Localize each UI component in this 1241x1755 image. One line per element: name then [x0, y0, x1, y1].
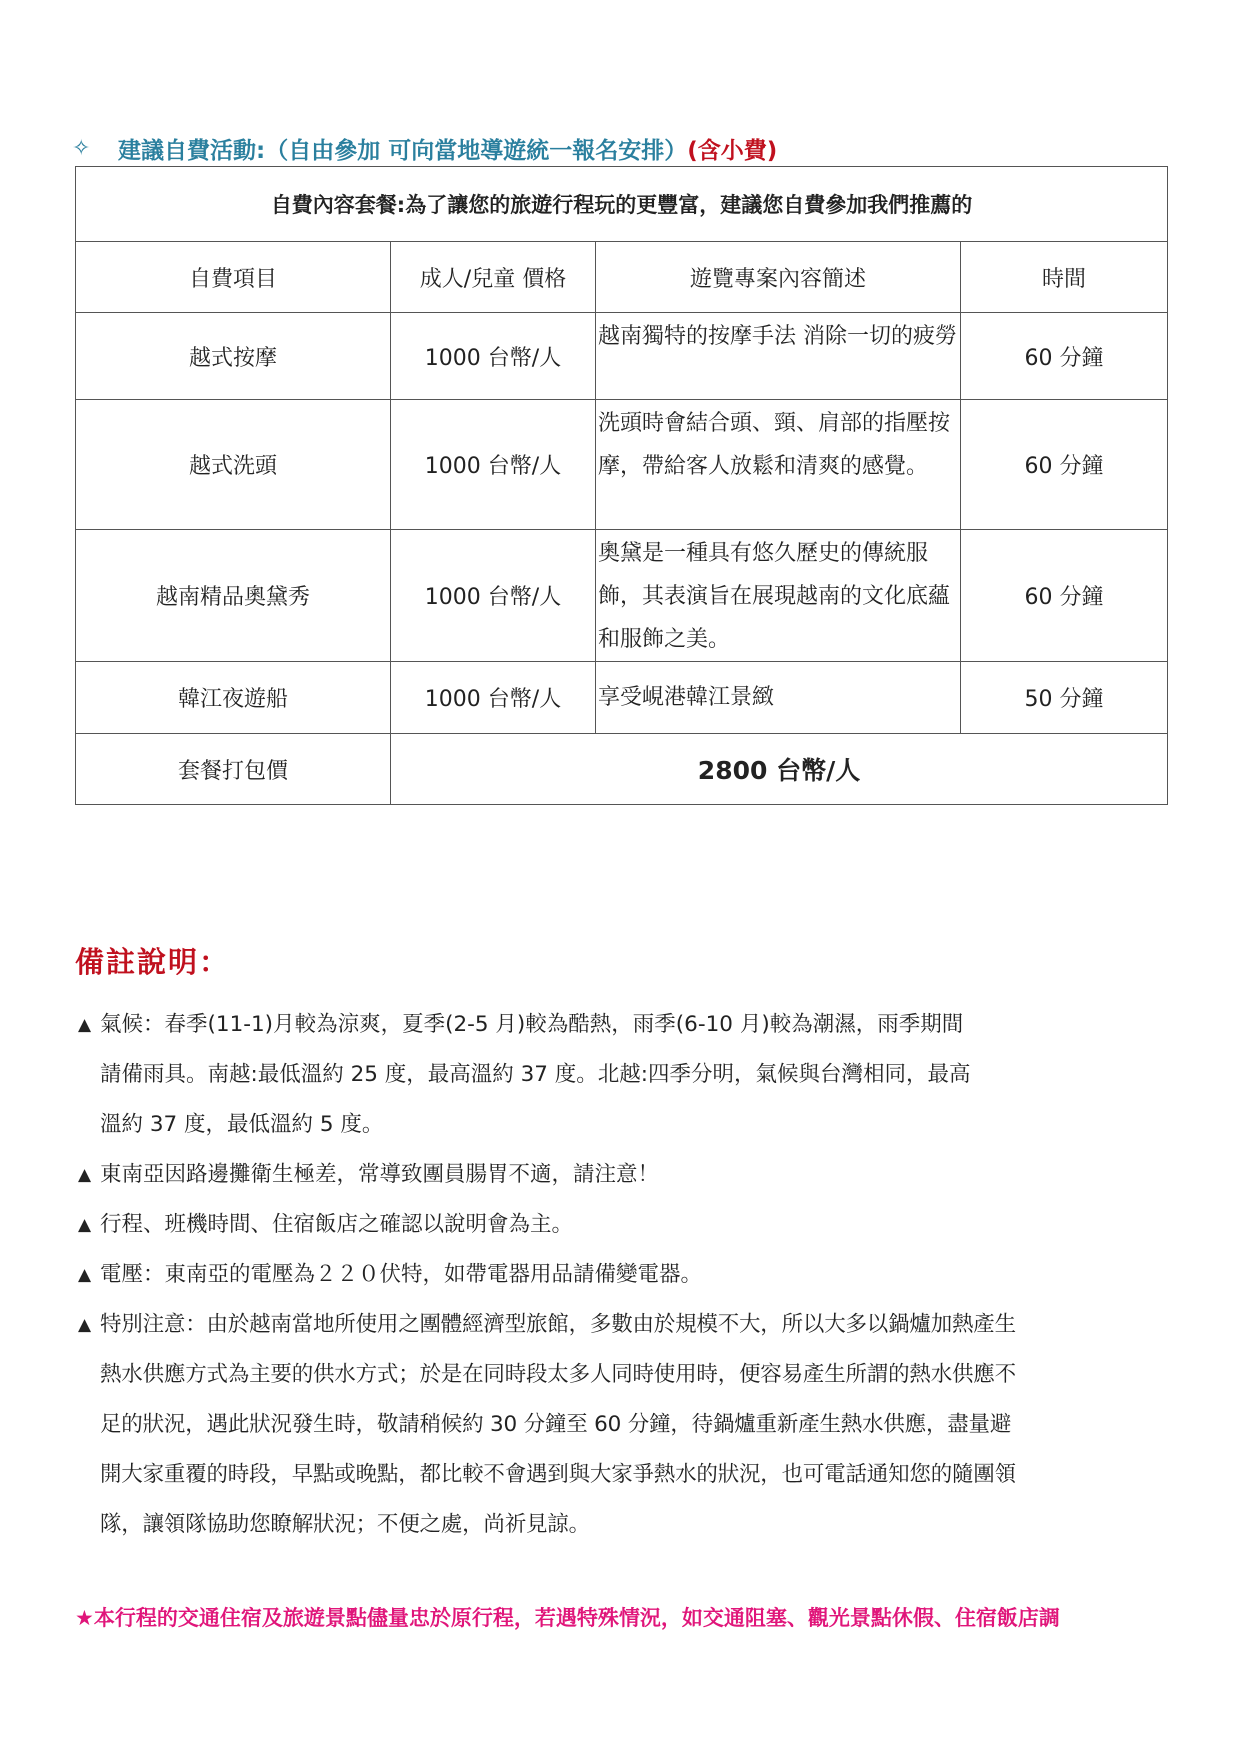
cell-price: 1000 台幣/人 [391, 313, 596, 400]
cell-time: 50 分鐘 [961, 662, 1168, 734]
cell-price: 1000 台幣/人 [391, 400, 596, 530]
note-text: 氣候：春季(11-1)月較為涼爽，夏季(2-5 月)較為酷熱，雨季(6-10 月)較為潮濕，雨季期間 請備雨具。南越:最低溫約 25 度，最高溫約 37 度。北越:四季分明，氣候與台灣相同，最高 溫約 37 度，最低溫約 5 度。 [100, 1012, 971, 1137]
note-item [78, 1200, 1168, 1250]
cell-time: 60 分鐘 [961, 313, 1168, 400]
cell-item: 越式按摩 [76, 313, 391, 400]
notes-list [78, 1000, 1168, 1550]
notes-title: 備註說明： [75, 945, 231, 979]
header-item: 自費項目 [76, 242, 391, 313]
heading-title: 建議自費活動:（自由參加 可向當地導遊統一報名安排） [118, 137, 688, 164]
triangle-bullet-icon: ▲ [78, 1015, 92, 1035]
table-row [76, 530, 1168, 662]
table-row [76, 400, 1168, 530]
heading-note: (含小費) [687, 137, 778, 164]
note-text: 特別注意：由於越南當地所使用之團體經濟型旅館，多數由於規模不大，所以大多以鍋爐加熱產生 熱水供應方式為主要的供水方式；於是在同時段太多人同時使用時，便容易產生所謂的熱水供應不 足的狀況，遇此狀況發生時，敬請稍候約 30 分鐘至 60 分鐘，待鍋爐重新產生熱水供應，盡量避 開大家重覆的時段，早點或晚點，都比較不會遇到與大家爭熱水的狀況，也可電話通知您的隨團領 隊，讓領隊協助您瞭解狀況；不便之處，尚祈見諒。 [100, 1312, 1016, 1537]
note-text: 東南亞因路邊攤衛生極差，常導致團員腸胃不適，請注意！ [100, 1162, 660, 1187]
cell-description: 洗頭時會結合頭、頸、肩部的指壓按摩，帶給客人放鬆和清爽的感覺。 [596, 400, 961, 530]
package-price: 2800 台幣/人 [391, 734, 1168, 805]
note-item [78, 1150, 1168, 1200]
footer-note: ★本行程的交通住宿及旅遊景點儘量忠於原行程，若遇特殊情況，如交通阻塞、觀光景點休假、住宿飯店調 [75, 1606, 1060, 1630]
cell-price: 1000 台幣/人 [391, 530, 596, 662]
optional-activities-table [75, 166, 1168, 805]
package-row [76, 734, 1168, 805]
triangle-bullet-icon: ▲ [78, 1215, 92, 1235]
note-text: 行程、班機時間、住宿飯店之確認以說明會為主。 [100, 1212, 574, 1237]
sparkle-icon: ✧ [72, 135, 91, 161]
table-header-row [76, 242, 1168, 313]
package-label: 套餐打包價 [76, 734, 391, 805]
note-text: 電壓：東南亞的電壓為２２０伏特，如帶電器用品請備變電器。 [100, 1262, 703, 1287]
triangle-bullet-icon: ▲ [78, 1315, 92, 1335]
cell-description: 越南獨特的按摩手法 消除一切的疲勞 [596, 313, 961, 400]
cell-time: 60 分鐘 [961, 530, 1168, 662]
table-row [76, 662, 1168, 734]
section-heading [72, 130, 777, 166]
cell-description: 享受峴港韓江景緻 [596, 662, 961, 734]
table-row [76, 313, 1168, 400]
header-description: 遊覽專案內容簡述 [596, 242, 961, 313]
cell-price: 1000 台幣/人 [391, 662, 596, 734]
table-caption: 自費內容套餐:為了讓您的旅遊行程玩的更豐富，建議您自費參加我們推薦的 [76, 167, 1168, 242]
cell-item: 越南精品奧黛秀 [76, 530, 391, 662]
note-item [78, 1300, 1168, 1550]
header-time: 時間 [961, 242, 1168, 313]
cell-item: 韓江夜遊船 [76, 662, 391, 734]
table-caption-row [76, 167, 1168, 242]
header-price: 成人/兒童 價格 [391, 242, 596, 313]
note-item [78, 1000, 1168, 1150]
note-item [78, 1250, 1168, 1300]
cell-item: 越式洗頭 [76, 400, 391, 530]
triangle-bullet-icon: ▲ [78, 1165, 92, 1185]
triangle-bullet-icon: ▲ [78, 1265, 92, 1285]
cell-description: 奧黛是一種具有悠久歷史的傳統服飾，其表演旨在展現越南的文化底蘊和服飾之美。 [596, 530, 961, 662]
cell-time: 60 分鐘 [961, 400, 1168, 530]
